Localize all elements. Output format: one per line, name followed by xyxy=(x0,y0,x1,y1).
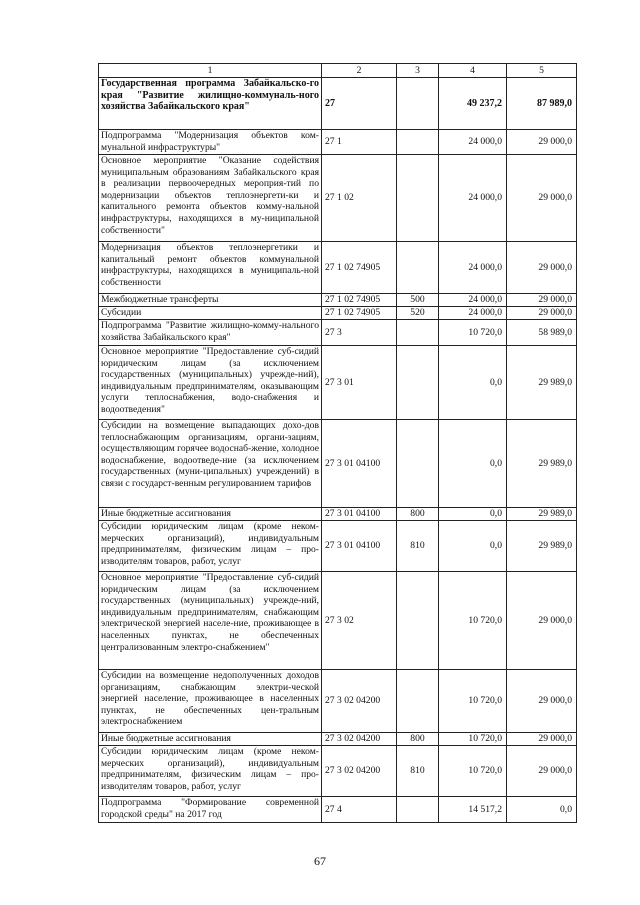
table-row xyxy=(99,307,577,320)
row-name-cell: Субсидии xyxy=(99,307,322,320)
row-code-cell: 27 1 02 xyxy=(322,155,397,242)
row-name-cell: Подпрограмма "Формирование современной городской среды" на 2017 год xyxy=(99,797,322,823)
row-code-cell: 27 3 01 04100 xyxy=(322,508,397,521)
table-header-row xyxy=(99,64,577,78)
table-row xyxy=(99,130,577,155)
row-value-2018-cell: 29 000,0 xyxy=(507,733,577,746)
row-name-cell: Основное мероприятие "Предоставление суб-сидий юридическим лицам (за исключением государственных (муниципальных) учрежде-ний), индивидуальным предпринимателям, оказывающим услуги теплоснабжения, водо-снабжения и водоотведения" xyxy=(99,346,322,420)
row-name-cell: Субсидии на возмещение недополученных доходов организациям, снабжающим электри-ческой энергией население, проживающее в населенных пунктах, не обеспеченных цен-тральным электроснабжением xyxy=(99,670,322,733)
row-type-cell: 810 xyxy=(397,521,439,572)
row-name-cell: Модернизация объектов теплоэнергетики и капитальный ремонт объектов коммунальной инфраструктуры, находящихся в муниципаль-ной собственности xyxy=(99,242,322,294)
table-row xyxy=(99,420,577,508)
row-type-cell xyxy=(397,797,439,823)
budget-table xyxy=(98,63,577,823)
row-value-2018-cell: 29 000,0 xyxy=(507,746,577,797)
row-value-2017-cell: 49 237,2 xyxy=(439,78,507,130)
row-name-cell: Иные бюджетные ассигнования xyxy=(99,733,322,746)
row-type-cell xyxy=(397,670,439,733)
table-row xyxy=(99,508,577,521)
row-value-2018-cell: 29 000,0 xyxy=(507,155,577,242)
row-code-cell: 27 1 xyxy=(322,130,397,155)
row-value-2017-cell: 14 517,2 xyxy=(439,797,507,823)
row-type-cell xyxy=(397,572,439,670)
row-name-cell: Государственная программа Забайкальско-го края "Развитие жилищно-коммуналь-ного хозяйства Забайкальского края" xyxy=(99,78,322,130)
column-header: 5 xyxy=(507,64,577,78)
row-code-cell: 27 3 xyxy=(322,320,397,346)
row-code-cell: 27 1 02 74905 xyxy=(322,242,397,294)
row-type-cell: 520 xyxy=(397,307,439,320)
row-value-2017-cell: 0,0 xyxy=(439,420,507,508)
row-type-cell xyxy=(397,130,439,155)
row-type-cell: 800 xyxy=(397,508,439,521)
row-type-cell xyxy=(397,155,439,242)
row-value-2017-cell: 10 720,0 xyxy=(439,572,507,670)
row-code-cell: 27 xyxy=(322,78,397,130)
table-row xyxy=(99,346,577,420)
row-code-cell: 27 3 01 04100 xyxy=(322,521,397,572)
row-type-cell xyxy=(397,320,439,346)
row-value-2017-cell: 10 720,0 xyxy=(439,746,507,797)
row-value-2017-cell: 10 720,0 xyxy=(439,733,507,746)
row-type-cell xyxy=(397,346,439,420)
row-type-cell xyxy=(397,420,439,508)
row-code-cell: 27 3 02 04200 xyxy=(322,746,397,797)
table-row xyxy=(99,797,577,823)
row-value-2018-cell: 29 000,0 xyxy=(507,242,577,294)
row-value-2018-cell: 29 000,0 xyxy=(507,130,577,155)
page-number: 67 xyxy=(314,854,326,868)
row-value-2018-cell: 29 000,0 xyxy=(507,294,577,307)
row-value-2017-cell: 0,0 xyxy=(439,346,507,420)
row-code-cell: 27 4 xyxy=(322,797,397,823)
row-name-cell: Основное мероприятие "Предоставление суб-сидий юридическим лицам (за исключением государственных (муниципальных) учрежде-ний, индивидуальным предпринимателям, снабжающим электрической энергией населе-ние, проживающее в населенных пунктах, не обеспеченных централизованным электро-снабжением" xyxy=(99,572,322,670)
row-code-cell: 27 1 02 74905 xyxy=(322,307,397,320)
row-value-2018-cell: 29 000,0 xyxy=(507,307,577,320)
row-type-cell xyxy=(397,78,439,130)
row-value-2017-cell: 0,0 xyxy=(439,508,507,521)
table-row xyxy=(99,242,577,294)
column-header: 1 xyxy=(99,64,322,78)
row-value-2018-cell: 29 000,0 xyxy=(507,572,577,670)
table-row xyxy=(99,521,577,572)
table-row xyxy=(99,78,577,130)
row-value-2018-cell: 29 989,0 xyxy=(507,420,577,508)
row-code-cell: 27 3 01 xyxy=(322,346,397,420)
row-value-2018-cell: 29 989,0 xyxy=(507,521,577,572)
row-name-cell: Субсидии юридическим лицам (кроме неком-мерческих организаций), индивидуальным предпринимателям, физическим лицам – про-изводителям товаров, работ, услуг xyxy=(99,521,322,572)
row-value-2017-cell: 24 000,0 xyxy=(439,242,507,294)
table-row xyxy=(99,294,577,307)
row-code-cell: 27 3 02 04200 xyxy=(322,670,397,733)
row-value-2018-cell: 87 989,0 xyxy=(507,78,577,130)
table-row xyxy=(99,670,577,733)
row-value-2017-cell: 10 720,0 xyxy=(439,670,507,733)
row-type-cell xyxy=(397,242,439,294)
column-header: 4 xyxy=(439,64,507,78)
row-name-cell: Субсидии юридическим лицам (кроме неком-мерческих организаций), индивидуальным предпринимателям, физическим лицам – про-изводителям товаров, работ, услуг xyxy=(99,746,322,797)
row-value-2017-cell: 10 720,0 xyxy=(439,320,507,346)
row-name-cell: Субсидии на возмещение выпадающих дохо-дов теплоснабжающим организациям, органи-зациям, осуществляющим горячее водоснаб-жение, холодное водоснабжение, водоотведе-ние (за исключением государственных (муни-ципальных) учреждений) в связи с государст-венным регулированием тарифов xyxy=(99,420,322,508)
row-name-cell: Подпрограмма "Развитие жилищно-комму-нального хозяйства Забайкальского края" xyxy=(99,320,322,346)
table-row xyxy=(99,572,577,670)
row-name-cell: Иные бюджетные ассигнования xyxy=(99,508,322,521)
row-code-cell: 27 3 02 xyxy=(322,572,397,670)
row-name-cell: Межбюджетные трансферты xyxy=(99,294,322,307)
row-value-2017-cell: 24 000,0 xyxy=(439,294,507,307)
row-value-2018-cell: 29 000,0 xyxy=(507,670,577,733)
row-type-cell: 500 xyxy=(397,294,439,307)
row-code-cell: 27 1 02 74905 xyxy=(322,294,397,307)
table-row xyxy=(99,320,577,346)
row-value-2018-cell: 29 989,0 xyxy=(507,508,577,521)
row-value-2018-cell: 29 989,0 xyxy=(507,346,577,420)
column-header: 3 xyxy=(397,64,439,78)
row-code-cell: 27 3 01 04100 xyxy=(322,420,397,508)
row-value-2017-cell: 24 000,0 xyxy=(439,130,507,155)
row-value-2018-cell: 58 989,0 xyxy=(507,320,577,346)
row-name-cell: Подпрограмма "Модернизация объектов ком-мунальной инфраструктуры" xyxy=(99,130,322,155)
table-row xyxy=(99,733,577,746)
row-value-2017-cell: 24 000,0 xyxy=(439,307,507,320)
table-row xyxy=(99,155,577,242)
row-code-cell: 27 3 02 04200 xyxy=(322,733,397,746)
column-header: 2 xyxy=(322,64,397,78)
row-type-cell: 810 xyxy=(397,746,439,797)
table-row xyxy=(99,746,577,797)
row-value-2017-cell: 24 000,0 xyxy=(439,155,507,242)
row-name-cell: Основное мероприятие "Оказание содействия муниципальным образованиям Забайкальского края в реализации первоочередных мероприя-тий по модернизации объектов теплоэнергети-ки и капитального ремонта объектов комму-нальной инфраструктуры, находящихся в му-ниципальной собственности" xyxy=(99,155,322,242)
row-value-2018-cell: 0,0 xyxy=(507,797,577,823)
row-type-cell: 800 xyxy=(397,733,439,746)
row-value-2017-cell: 0,0 xyxy=(439,521,507,572)
